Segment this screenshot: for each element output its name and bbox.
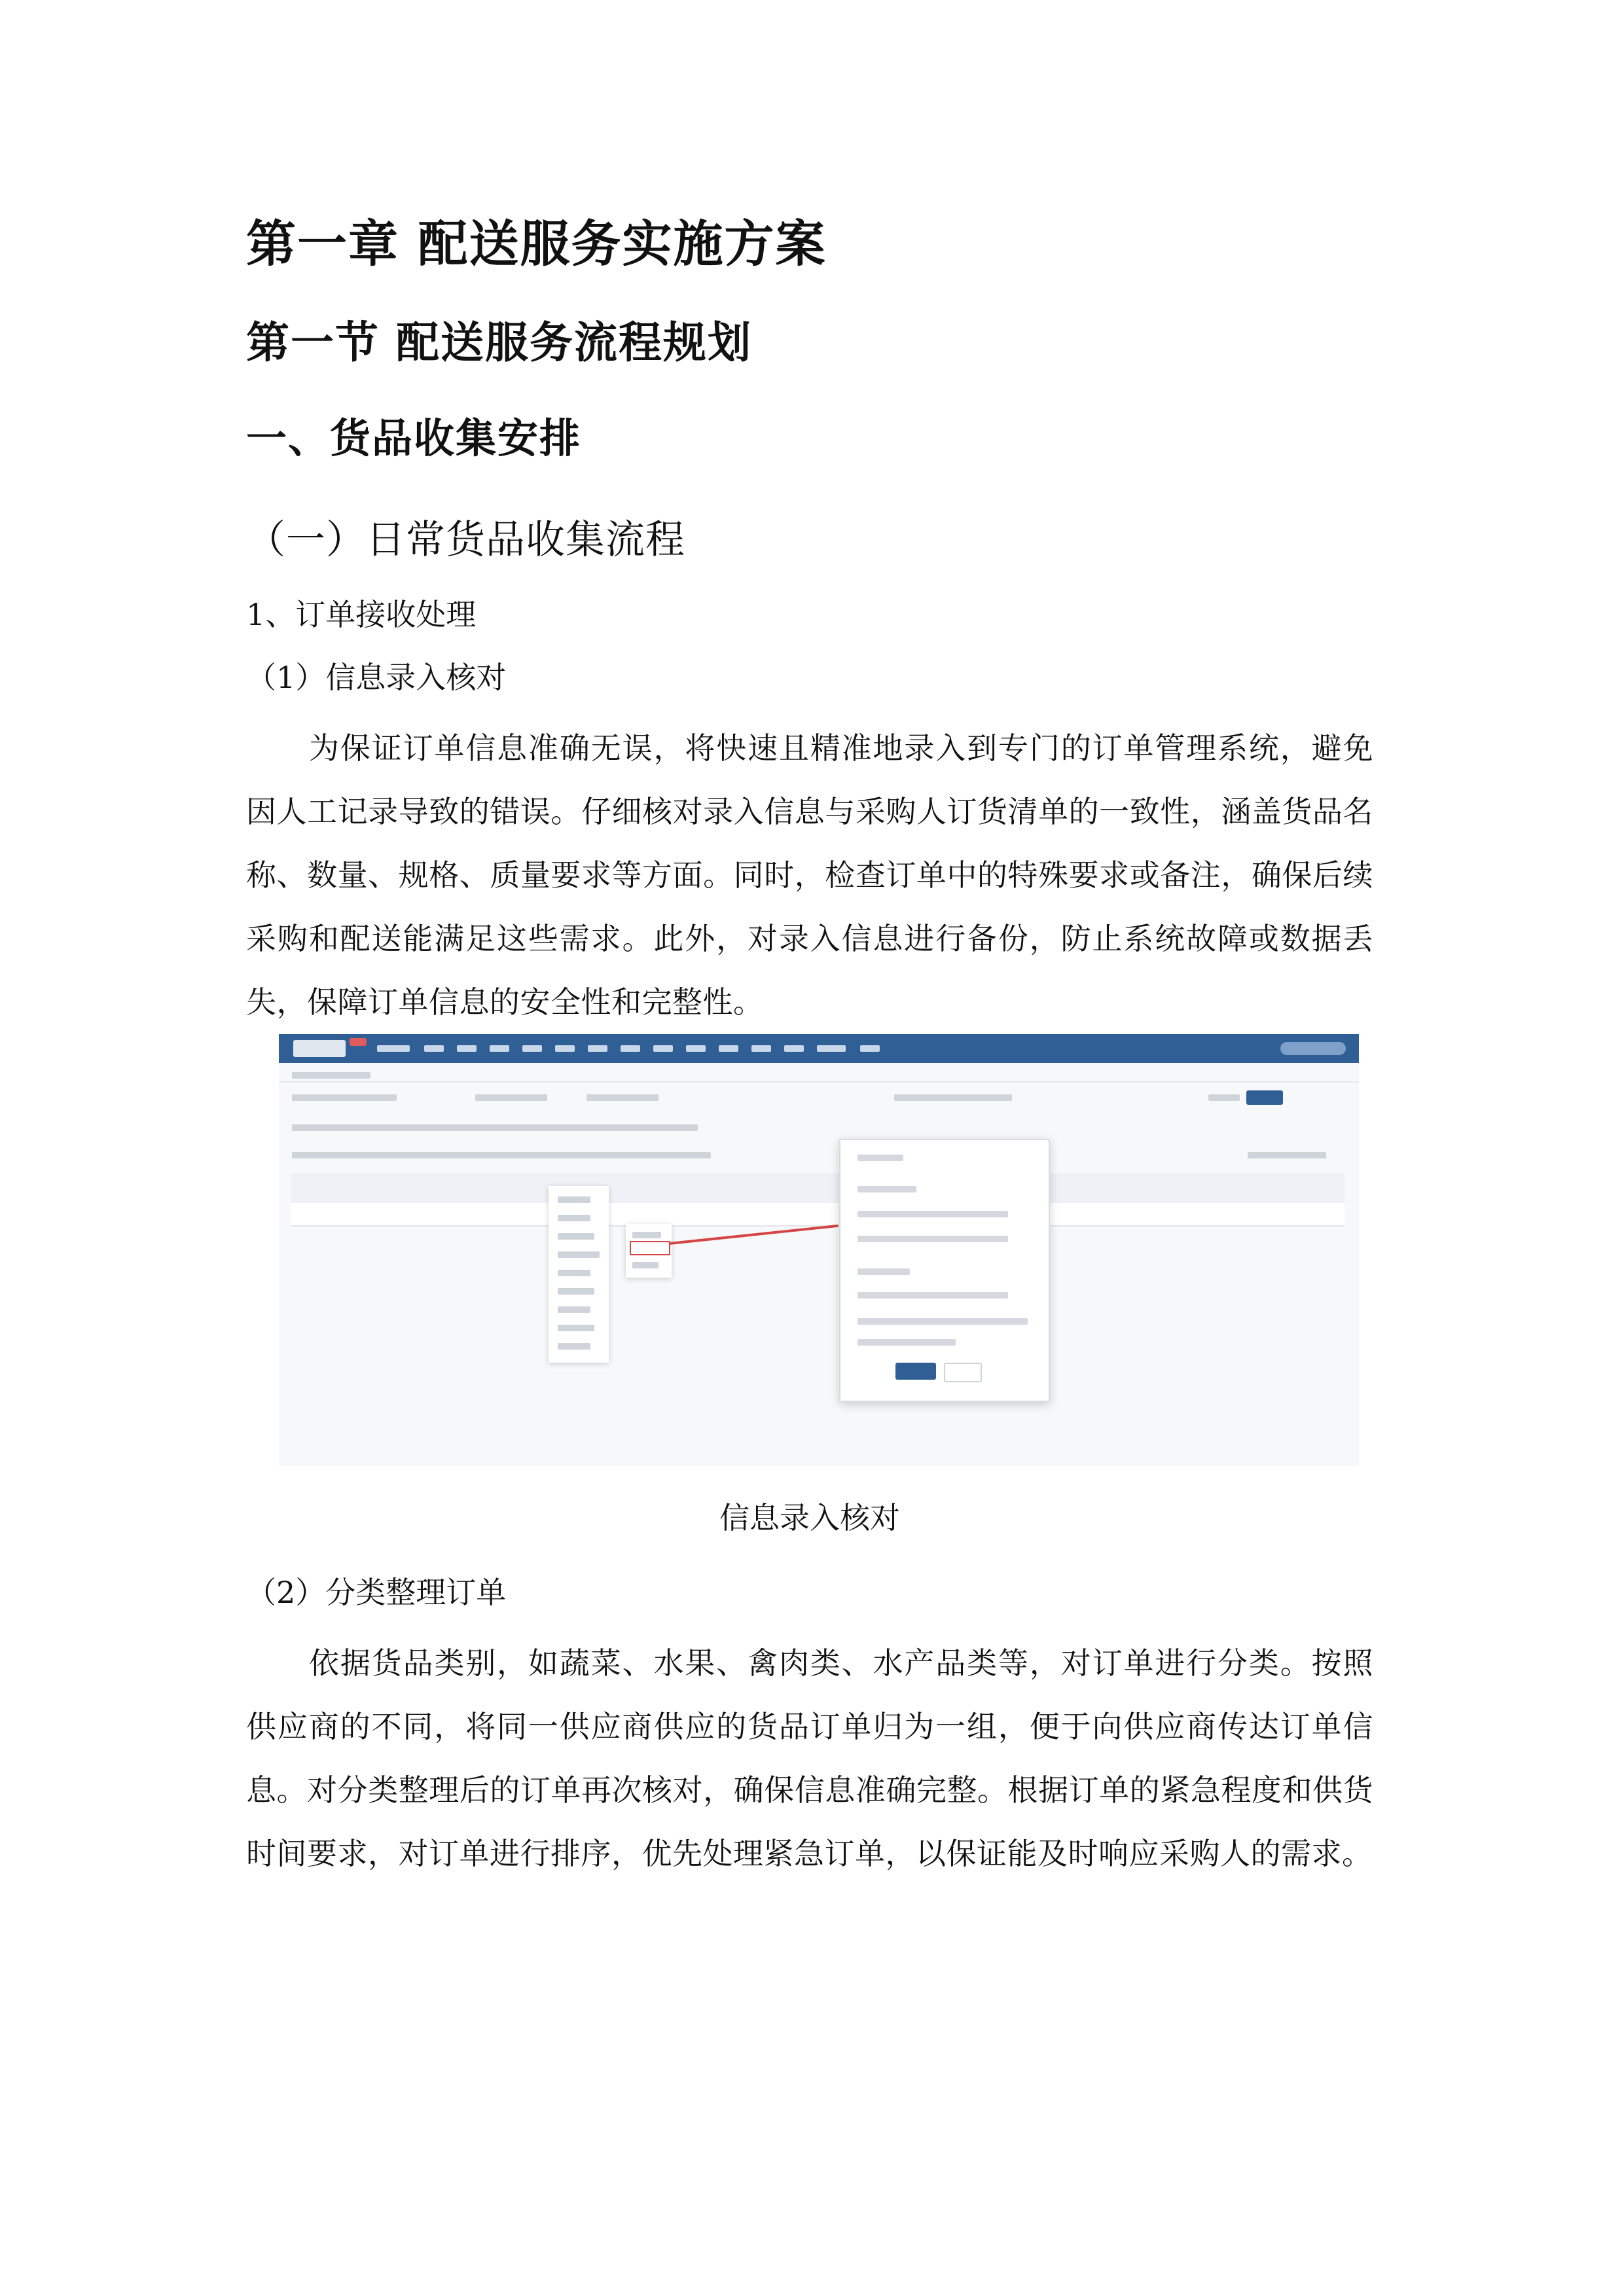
menu-line — [632, 1262, 659, 1268]
dialog-placeholder — [839, 1139, 1050, 1402]
filter-placeholder — [1208, 1094, 1240, 1101]
filter-placeholder — [475, 1094, 547, 1101]
dialog-line — [857, 1318, 1028, 1325]
item-title-order-receipt: 1、订单接收处理 — [246, 597, 477, 632]
new-badge-icon — [350, 1038, 367, 1046]
pointer-arrow-icon — [669, 1225, 839, 1245]
nav-placeholder — [522, 1045, 542, 1052]
nav-placeholder — [490, 1045, 509, 1052]
dialog-line — [857, 1339, 956, 1346]
dialog-line — [857, 1186, 916, 1193]
nav-placeholder — [555, 1045, 575, 1052]
menu-line — [558, 1325, 594, 1331]
table-row-placeholder — [291, 1203, 1344, 1227]
figure-app-header — [279, 1034, 1359, 1063]
toolbar-placeholder — [292, 1152, 711, 1158]
dialog-cancel-placeholder — [944, 1363, 982, 1382]
menu-line — [558, 1251, 600, 1258]
filter-placeholder — [292, 1094, 397, 1101]
menu-line — [558, 1215, 590, 1221]
subsubsection-title: （一）日常货品收集流程 — [246, 517, 685, 563]
item-title-classify-orders: （2）分类整理订单 — [246, 1575, 507, 1610]
subsection-title: 一、货品收集安排 — [246, 414, 582, 462]
menu-line — [558, 1288, 594, 1295]
breadcrumb-placeholder — [292, 1072, 370, 1079]
tab-strip-placeholder — [292, 1124, 698, 1131]
context-menu-placeholder — [549, 1186, 609, 1363]
menu-line — [558, 1343, 590, 1350]
filter-placeholder — [894, 1094, 1012, 1101]
section-title: 第一节 配送服务流程规划 — [246, 317, 752, 368]
nav-placeholder — [719, 1045, 738, 1052]
nav-placeholder — [860, 1045, 880, 1052]
item-title-info-entry: （1）信息录入核对 — [246, 660, 507, 695]
menu-line — [558, 1270, 590, 1276]
menu-line — [632, 1232, 661, 1238]
paragraph-classify-orders: 依据货品类别，如蔬菜、水果、禽肉类、水产品类等，对订单进行分类。按照供应商的不同，将同一供应商供应的货品订单归为一组，便于向供应商传达订单信息。对分类整理后的订单再次核对，确保信息准确完整。根据订单的紧急程度和供货时间要求，对订单进行排序，优先处理紧急订单，以保证能及时响应采购人的需求。 — [246, 1645, 1373, 1871]
dialog-line — [857, 1211, 1008, 1217]
table-header-placeholder — [291, 1173, 1344, 1203]
menu-line — [558, 1196, 590, 1203]
paragraph-info-entry: 为保证订单信息准确无误，将快速且精准地录入到专门的订单管理系统，避免因人工记录导致的错误。仔细核对录入信息与采购人订货清单的一致性，涵盖货品名称、数量、规格、质量要求等方面。同时，检查订单中的特殊要求或备注，确保后续采购和配送能满足这些需求。此外，对录入信息进行备份，防止系统故障或数据丢失，保障订单信息的安全性和完整性。 — [246, 730, 1373, 1020]
nav-placeholder — [751, 1045, 771, 1052]
dialog-line — [857, 1268, 910, 1275]
nav-placeholder — [588, 1045, 607, 1052]
filter-placeholder — [586, 1094, 659, 1101]
chapter-title: 第一章 配送服务实施方案 — [246, 215, 827, 273]
toolbar-placeholder — [1248, 1152, 1326, 1158]
search-button-placeholder — [1246, 1090, 1283, 1105]
nav-placeholder — [424, 1045, 444, 1052]
menu-line — [558, 1233, 594, 1240]
dialog-confirm-placeholder — [895, 1363, 936, 1380]
nav-placeholder — [686, 1045, 706, 1052]
nav-placeholder — [817, 1045, 846, 1052]
dialog-line — [857, 1155, 903, 1161]
nav-placeholder — [653, 1045, 673, 1052]
nav-placeholder — [784, 1045, 804, 1052]
dialog-line — [857, 1292, 1008, 1299]
nav-placeholder — [457, 1045, 477, 1052]
nav-placeholder — [621, 1045, 640, 1052]
figure-caption: 信息录入核对 — [719, 1500, 900, 1535]
figure-divider — [279, 1081, 1359, 1083]
highlight-box — [630, 1241, 670, 1255]
user-menu-icon — [1280, 1042, 1346, 1055]
dialog-line — [857, 1236, 1008, 1242]
app-logo-icon — [293, 1040, 346, 1057]
menu-line — [558, 1306, 590, 1313]
nav-placeholder — [377, 1045, 410, 1052]
figure-screenshot-order-system — [279, 1034, 1359, 1466]
